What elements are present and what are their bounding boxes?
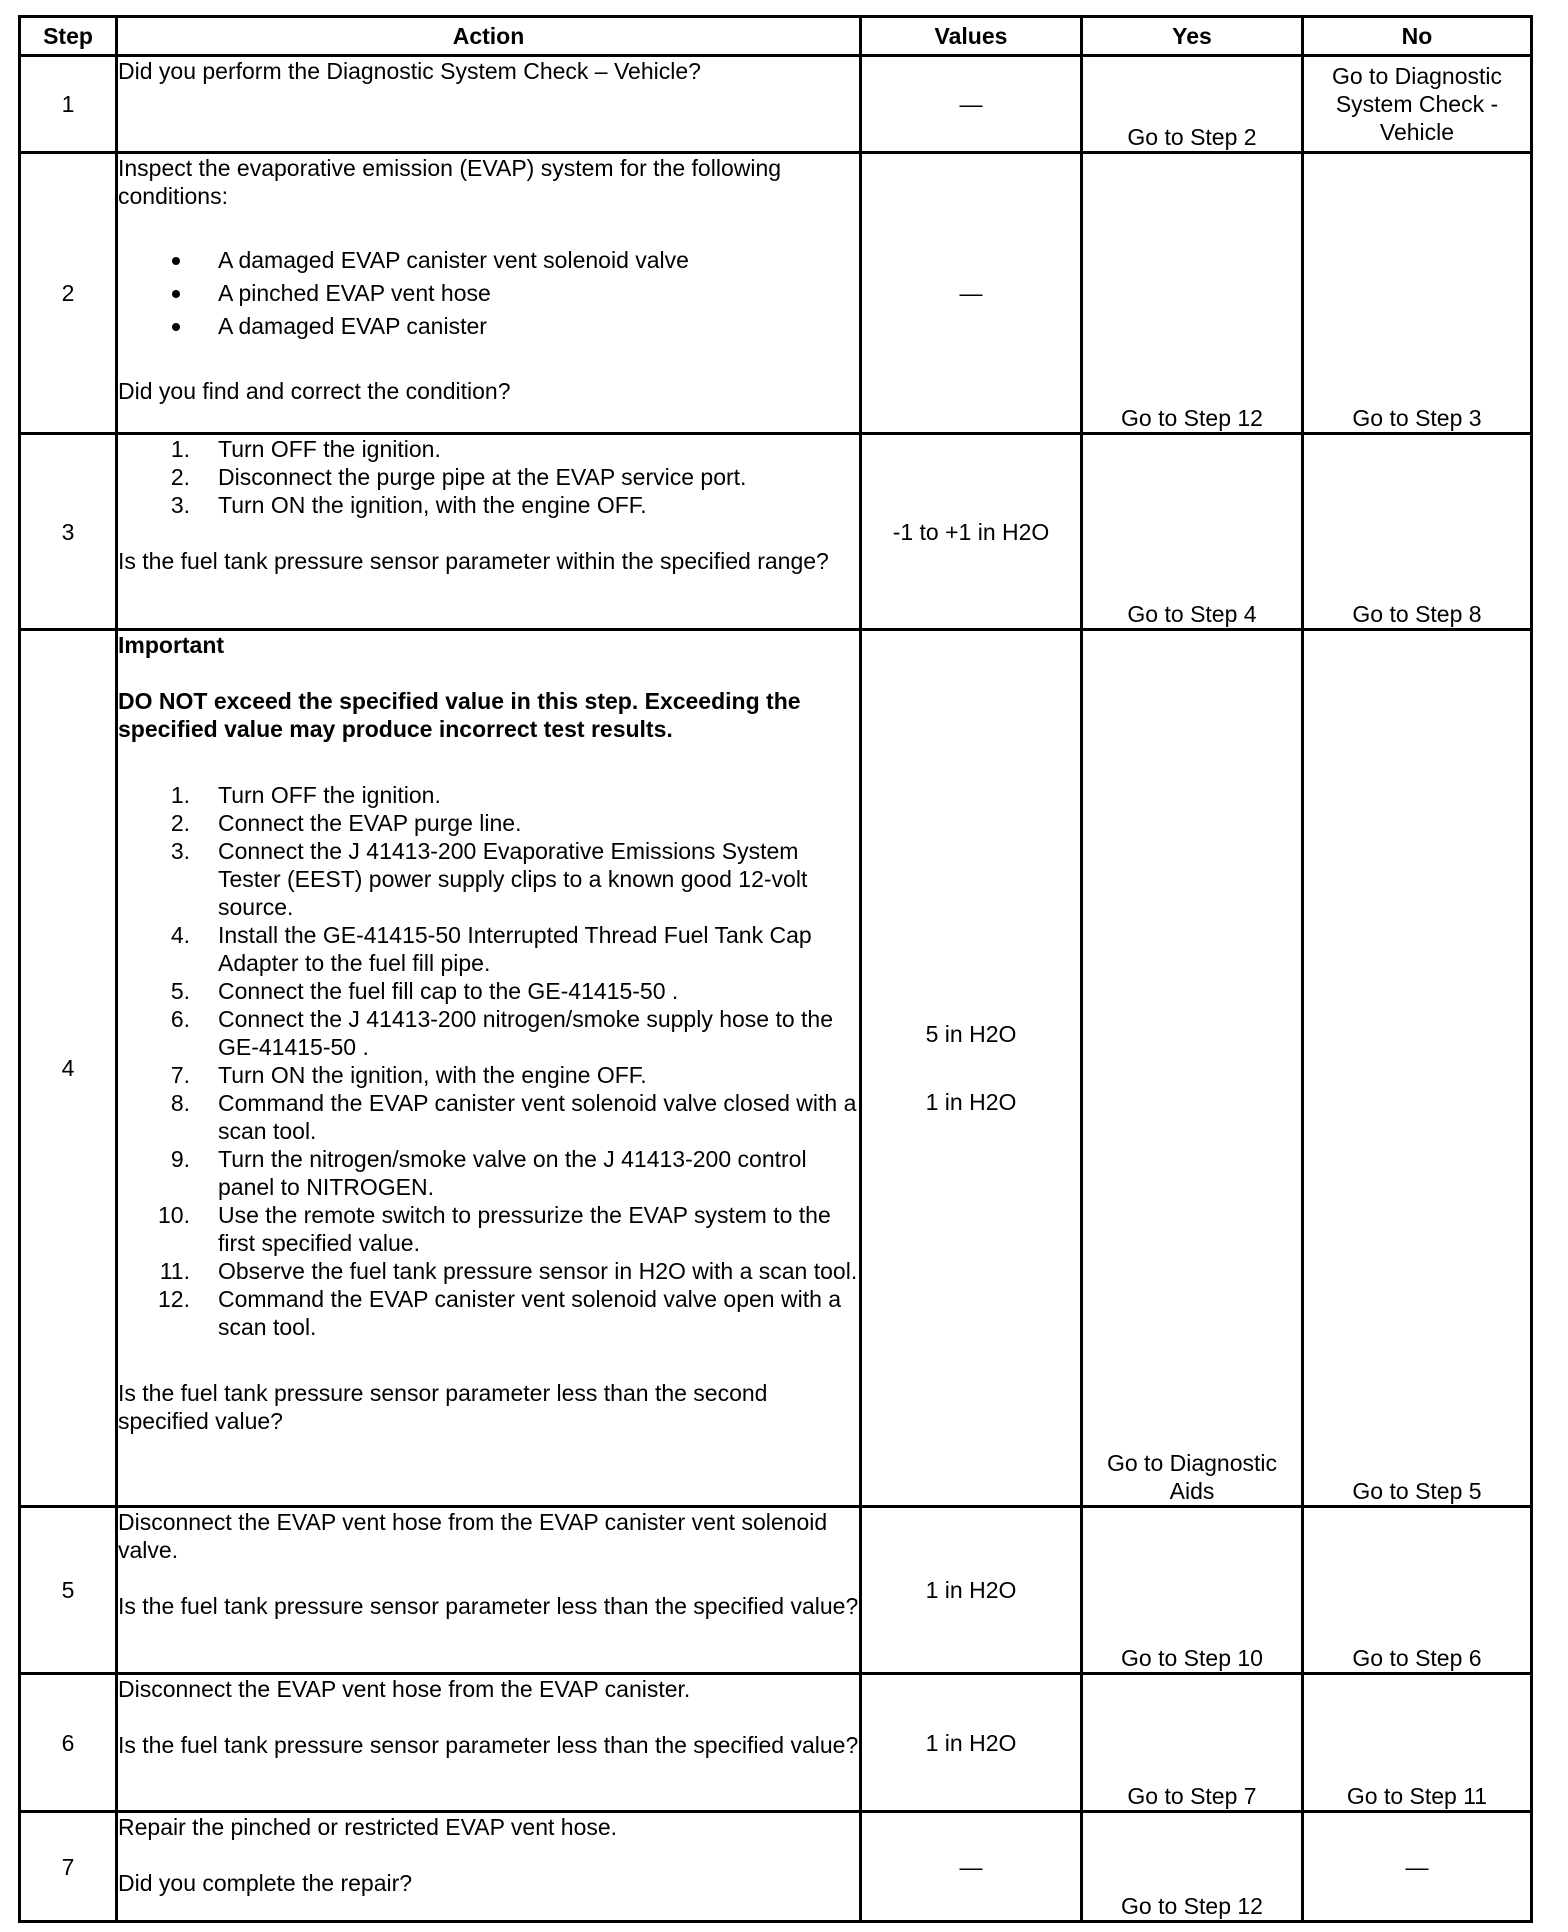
- action-question: Is the fuel tank pressure sensor parameter less than the specified value?: [118, 1593, 859, 1619]
- value-cell: [861, 630, 1082, 1507]
- yes-cell: Go to Step 2: [1082, 56, 1303, 153]
- column-header-action: Action: [117, 17, 861, 56]
- list-item: 11. Observe the fuel tank pressure sensor in H2O with a scan tool.: [159, 1258, 858, 1284]
- table-row-step-5: [20, 1507, 1532, 1674]
- header-row: [20, 17, 1532, 56]
- action-intro: Inspect the evaporative emission (EVAP) system for the following conditions:: [118, 155, 782, 209]
- step-number: 6: [20, 1674, 117, 1812]
- action-question: Is the fuel tank pressure sensor parameter less than the specified value?: [118, 1732, 859, 1758]
- value-cell: —: [861, 56, 1082, 153]
- step-number: 2: [20, 153, 117, 434]
- list-item: 4. Install the GE-41415-50 Interrupted Thread Fuel Tank Cap Adapter to the fuel fill pipe.: [170, 922, 812, 976]
- step-number: 3: [20, 434, 117, 630]
- no-cell: Go to Step 3: [1303, 153, 1532, 434]
- yes-cell: Go to Diagnostic Aids: [1082, 630, 1303, 1507]
- action-question: Did you complete the repair?: [118, 1870, 413, 1896]
- no-cell: Go to Diagnostic System Check - Vehicle: [1303, 56, 1532, 153]
- value-cell: —: [861, 153, 1082, 434]
- no-cell: —: [1303, 1812, 1532, 1922]
- value-cell: —: [861, 1812, 1082, 1922]
- action-question: Did you find and correct the condition?: [118, 378, 511, 404]
- important-notice: DO NOT exceed the specified value in this step. Exceeding the specified value may produce incorrect test results.: [118, 688, 801, 742]
- action-cell: [117, 153, 861, 434]
- action-cell: [117, 56, 861, 153]
- action-question: Is the fuel tank pressure sensor parameter less than the second specified value?: [118, 1380, 768, 1434]
- procedure-list: [118, 435, 859, 519]
- list-item: 3. Turn ON the ignition, with the engine OFF.: [170, 492, 647, 518]
- step-number: 7: [20, 1812, 117, 1922]
- second-specified-value: 1 in H2O: [925, 1089, 1017, 1115]
- yes-cell: Go to Step 7: [1082, 1674, 1303, 1812]
- table-row-step-4: [20, 630, 1532, 1507]
- action-cell: [117, 1674, 861, 1812]
- step-number: 4: [20, 630, 117, 1507]
- list-item: 6. Connect the J 41413-200 nitrogen/smoke supply hose to the GE-41415-50 .: [170, 1006, 834, 1060]
- yes-cell: Go to Step 10: [1082, 1507, 1303, 1674]
- list-item: A damaged EVAP canister vent solenoid valve: [118, 244, 859, 277]
- list-item: 3. Connect the J 41413-200 Evaporative Emissions System Tester (EEST) power supply clips to a known good 12-volt source.: [170, 838, 808, 920]
- value-cell: 1 in H2O: [861, 1507, 1082, 1674]
- step-number: 5: [20, 1507, 117, 1674]
- list-item: 10. Use the remote switch to pressurize the EVAP system to the first specified value.: [158, 1202, 831, 1256]
- list-item: 8. Command the EVAP canister vent solenoid valve closed with a scan tool.: [170, 1090, 857, 1144]
- action-cell: [117, 1507, 861, 1674]
- yes-cell: Go to Step 12: [1082, 153, 1303, 434]
- list-item: A damaged EVAP canister: [118, 310, 859, 343]
- no-cell: Go to Step 8: [1303, 434, 1532, 630]
- table-row-step-3: [20, 434, 1532, 630]
- action-intro: Repair the pinched or restricted EVAP vent hose.: [118, 1814, 618, 1840]
- column-header-values: Values: [861, 17, 1082, 56]
- table-row-step-7: [20, 1812, 1532, 1922]
- action-question: Is the fuel tank pressure sensor parameter within the specified range?: [118, 548, 829, 574]
- value-cell: 1 in H2O: [861, 1674, 1082, 1812]
- diagnostic-table: [18, 15, 1533, 1923]
- diagnostic-document: [18, 15, 1530, 1923]
- list-item: 1. Turn OFF the ignition.: [170, 436, 441, 462]
- procedure-list: [118, 781, 859, 1341]
- first-specified-value: 5 in H2O: [925, 1021, 1017, 1047]
- list-item: 12. Command the EVAP canister vent solenoid valve open with a scan tool.: [158, 1286, 842, 1340]
- list-item: 1. Turn OFF the ignition.: [170, 782, 441, 808]
- step-number: 1: [20, 56, 117, 153]
- column-header-step: Step: [20, 17, 117, 56]
- important-title: Important: [118, 632, 225, 658]
- action-cell: [117, 630, 861, 1507]
- value-cell: -1 to +1 in H2O: [861, 434, 1082, 630]
- condition-list: [118, 244, 859, 343]
- list-item: 2. Connect the EVAP purge line.: [170, 810, 522, 836]
- yes-cell: Go to Step 12: [1082, 1812, 1303, 1922]
- list-item: 7. Turn ON the ignition, with the engine OFF.: [170, 1062, 647, 1088]
- table-row-step-1: [20, 56, 1532, 153]
- list-item: 9. Turn the nitrogen/smoke valve on the J 41413-200 control panel to NITROGEN.: [170, 1146, 807, 1200]
- column-header-yes: Yes: [1082, 17, 1303, 56]
- action-intro: Disconnect the EVAP vent hose from the EVAP canister.: [118, 1676, 691, 1702]
- list-item: A pinched EVAP vent hose: [118, 277, 859, 310]
- no-cell: Go to Step 6: [1303, 1507, 1532, 1674]
- yes-cell: Go to Step 4: [1082, 434, 1303, 630]
- action-cell: [117, 1812, 861, 1922]
- action-cell: [117, 434, 861, 630]
- table-row-step-2: [20, 153, 1532, 434]
- action-question: Did you perform the Diagnostic System Check – Vehicle?: [118, 58, 701, 84]
- table-row-step-6: [20, 1674, 1532, 1812]
- action-intro: Disconnect the EVAP vent hose from the EVAP canister vent solenoid valve.: [118, 1509, 828, 1563]
- list-item: 2. Disconnect the purge pipe at the EVAP service port.: [170, 464, 747, 490]
- column-header-no: No: [1303, 17, 1532, 56]
- no-cell: Go to Step 11: [1303, 1674, 1532, 1812]
- list-item: 5. Connect the fuel fill cap to the GE-41415-50 .: [170, 978, 679, 1004]
- no-cell: Go to Step 5: [1303, 630, 1532, 1507]
